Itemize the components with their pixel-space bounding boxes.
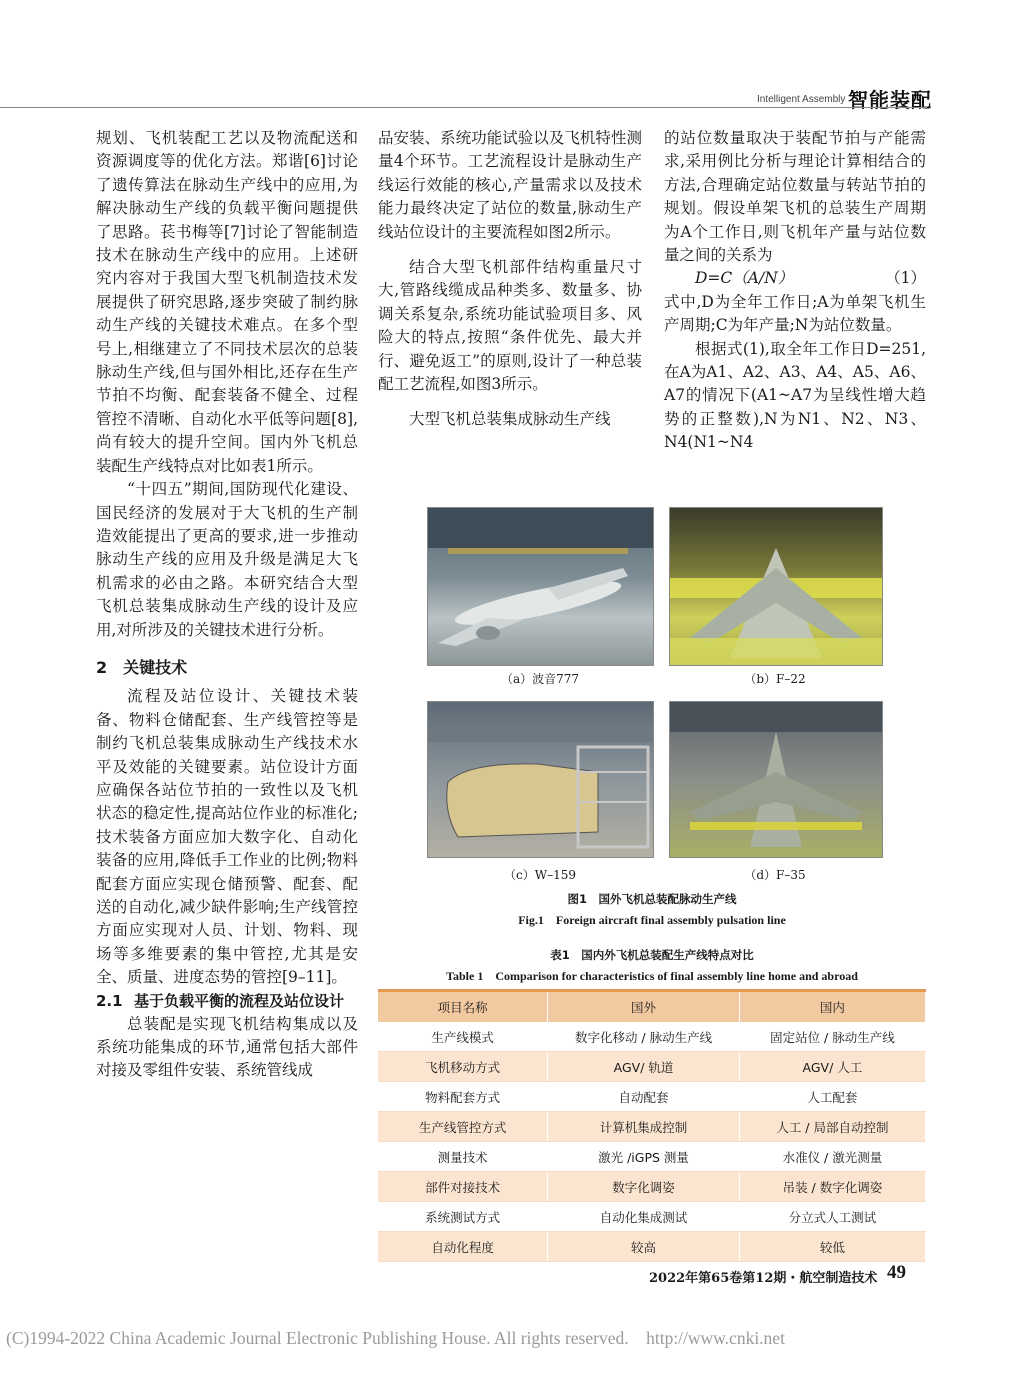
- table-row: [378, 1052, 926, 1082]
- figure-title-cn: 图1 国外飞机总装配脉动生产线: [567, 892, 737, 906]
- table-header-cell: 国外: [548, 991, 740, 1023]
- table-row: [378, 1232, 926, 1262]
- column-2: [378, 127, 642, 432]
- table-cell: 自动配套: [548, 1082, 740, 1112]
- table-cell: 生产线模式: [378, 1022, 548, 1052]
- table-cell: 自动化程度: [378, 1232, 548, 1262]
- table-cell: 物料配套方式: [378, 1082, 548, 1112]
- table-cell: 吊装 / 数字化调姿: [739, 1172, 925, 1202]
- paragraph: 大型飞机总装集成脉动生产线: [409, 410, 611, 429]
- table-cell: 较高: [548, 1232, 740, 1262]
- table-cell: 人工配套: [739, 1082, 925, 1112]
- figure-caption-c: （c）W–159: [504, 868, 576, 882]
- table-row: [378, 1082, 926, 1112]
- figure-caption-b: （b）F–22: [744, 672, 806, 686]
- table-cell: AGV/ 轨道: [548, 1052, 740, 1082]
- paragraph: “十四五”期间,国防现代化建设、国民经济的发展对于大飞机的生产制造效能提出了更高的要求,进一步推动脉动生产线的应用及升级是满足大飞机需求的必由之路。本研究结合大型飞机总装集成脉动生产线的设计及应用,对所涉及的关键技术进行分析。: [96, 480, 358, 639]
- header-rule: [0, 107, 927, 108]
- table-cell: AGV/ 人工: [739, 1052, 925, 1082]
- aircraft-illustration: [670, 702, 882, 857]
- table-cell: 部件对接技术: [378, 1172, 548, 1202]
- table-header-cell: 项目名称: [378, 991, 548, 1023]
- table-cell: 数字化调姿: [548, 1172, 740, 1202]
- table-cell: 生产线管控方式: [378, 1112, 548, 1142]
- running-header-en: Intelligent Assembly: [757, 94, 846, 105]
- paragraph: 流程及站位设计、关键技术装备、物料仓储配套、生产线管控等是制约飞机总装集成脉动生产线技术水平及效能的关键要素。站位设计方面应确保各站位节拍的一致性以及飞机状态的稳定性,提高站位作业的标准化;技术装备方面应加大数字化、自动化装备的应用,降低手工作业的比例;物料配套方面应实现仓储预警、配套、配送的自动化,减少缺件影响;生产线管控方面应实现对人员、计划、物料、现场等多维要素的集中管控,尤其是安全、质量、进度态势的管控[9–11]。: [96, 687, 358, 987]
- table-cell: 系统测试方式: [378, 1202, 548, 1232]
- table-row: [378, 1022, 926, 1052]
- comparison-table: [378, 989, 926, 1262]
- table-cell: 飞机移动方式: [378, 1052, 548, 1082]
- table-row: [378, 1112, 926, 1142]
- table-cell: 固定站位 / 脉动生产线: [739, 1022, 925, 1052]
- paragraph: 的站位数量取决于装配节拍与产能需求,采用例比分析与理论计算相结合的方法,合理确定站位数量与转站节拍的规划。假设单架飞机的总装生产周期为A个工作日,则飞机年产量与站位数量之间的关系为: [664, 129, 926, 265]
- copyright-line: (C)1994-2022 China Academic Journal Electronic Publishing House. All rights reserved. http://www.cnki.net: [6, 1328, 785, 1348]
- column-1: [96, 127, 358, 1083]
- helicopter-illustration: [428, 702, 653, 857]
- photo-w159: [427, 701, 654, 858]
- table-row: [378, 1202, 926, 1232]
- figure-caption-d: （d）F–35: [744, 868, 806, 882]
- aircraft-illustration: [428, 508, 653, 665]
- table-cell: 数字化移动 / 脉动生产线: [548, 1022, 740, 1052]
- table-header-row: [378, 991, 926, 1023]
- paragraph: 品安装、系统功能试验以及飞机特性测量4个环节。工艺流程设计是脉动生产线运行效能的核心,产量需求以及技术能力最终决定了站位的数量,脉动生产线站位设计的主要流程如图2所示。: [378, 129, 642, 241]
- table-title-cn: 表1 国内外飞机总装配生产线特点对比: [550, 948, 754, 962]
- paragraph: 式中,D为全年工作日;A为单架飞机生产周期;C为年产量;N为站位数量。: [664, 292, 926, 335]
- journal-footer: 2022年第65卷第12期・航空制造技术: [649, 1271, 878, 1286]
- figure-title-en: Fig.1 Foreign aircraft final assembly pulsation line: [518, 913, 786, 927]
- table-row: [378, 1142, 926, 1172]
- paragraph: 规划、飞机装配工艺以及物流配送和资源调度等的优化方法。郑谐[6]讨论了遗传算法在脉动生产线中的应用,为解决脉动生产线的负载平衡问题提供了思路。苌书梅等[7]讨论了智能制造技术在脉动生产线中的应用。上述研究内容对于我国大型飞机制造技术发展提供了研究思路,逐步突破了制约脉动生产线的关键技术难点。在多个型号上,相继建立了不同技术层次的总装脉动生产线,但与国外相比,还存在生产节拍不均衡、配套装备不健全、过程管控不清晰、自动化水平低等问题[8],尚有较大的提升空间。国内外飞机总装配生产线特点对比如表1所示。: [96, 129, 358, 475]
- subsection-title: 基于负载平衡的流程及站位设计: [134, 991, 345, 1010]
- paragraph: 根据式(1),取全年工作日D=251,在A为A1、A2、A3、A4、A5、A6、A7的情况下(A1~A7为呈线性增大趋势的正整数),N为N1、N2、N3、N4(N1~N4: [664, 339, 926, 452]
- photo-f35: [669, 701, 883, 858]
- subsection-heading: [96, 990, 358, 1013]
- photo-f22: [669, 507, 883, 666]
- column-3: [664, 127, 926, 455]
- page-number: 49: [887, 1262, 906, 1283]
- paragraph: 总装配是实现飞机结构集成以及系统功能集成的环节,通常包括大部件对接及零组件安装、系统管线成: [96, 1014, 358, 1080]
- equation-number: （1）: [885, 269, 926, 288]
- equation-1: [664, 267, 926, 290]
- section-heading: 2 关键技术: [96, 657, 188, 677]
- figure-caption-a: （a）波音777: [500, 672, 580, 686]
- paragraph: 结合大型飞机部件结构重量尺寸大,管路线缆成品种类多、数量多、协调关系复杂,系统功能试验项目多、风险大的特点,按照“条件优先、最大并行、避免返工”的原则,设计了一种总装配工艺流程,如图3所示。: [378, 258, 642, 394]
- running-header-cn: 智能装配: [848, 88, 932, 112]
- table-cell: 激光 /iGPS 测量: [548, 1142, 740, 1172]
- table-row: [378, 1172, 926, 1202]
- equation-body: D=C（A/N）: [695, 269, 794, 288]
- table-cell: 测量技术: [378, 1142, 548, 1172]
- table-cell: 较低: [739, 1232, 925, 1262]
- table-cell: 自动化集成测试: [548, 1202, 740, 1232]
- subsection-number: 2.1: [96, 991, 123, 1010]
- table-header-cell: 国内: [739, 991, 925, 1023]
- table-cell: 水准仪 / 激光测量: [739, 1142, 925, 1172]
- table-title-en: Table 1 Comparison for characteristics of final assembly line home and abroad: [446, 969, 858, 983]
- table-cell: 人工 / 局部自动控制: [739, 1112, 925, 1142]
- aircraft-illustration: [670, 508, 882, 665]
- photo-boeing-777: [427, 507, 654, 666]
- table-cell: 分立式人工测试: [739, 1202, 925, 1232]
- table-cell: 计算机集成控制: [548, 1112, 740, 1142]
